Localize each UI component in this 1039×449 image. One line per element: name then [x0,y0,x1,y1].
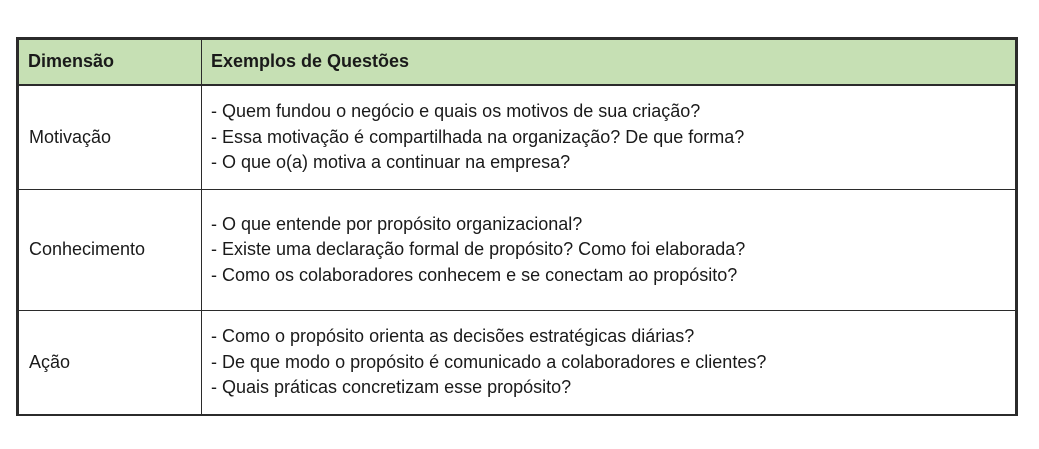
question-line: - Quais práticas concretizam esse propósito? [211,377,572,398]
question-line: - Essa motivação é compartilhada na organização? De que forma? [211,126,745,147]
questions-cell [202,311,1016,415]
questions-cell [202,85,1016,190]
table-row [19,190,1016,311]
table-row [19,85,1016,190]
header-example-questions: Exemplos de Questões [202,40,1016,85]
header-dimension: Dimensão [19,40,202,85]
question-line: - Como o propósito orienta as decisões estratégicas diárias? [211,326,695,347]
table-row [19,311,1016,415]
dimension-cell: Conhecimento [19,190,202,311]
table-header-row [19,40,1016,85]
question-line: - Como os colaboradores conhecem e se conectam ao propósito? [211,264,738,285]
question-line: - O que o(a) motiva a continuar na empresa? [211,152,571,172]
dimension-cell: Ação [19,311,202,415]
question-line: - Quem fundou o negócio e quais os motivos de sua criação? [211,101,701,121]
dimension-cell: Motivação [19,85,202,190]
question-line: - De que modo o propósito é comunicado a colaboradores e clientes? [211,351,767,372]
questions-table-container [16,37,1018,416]
question-line: - O que entende por propósito organizacional? [211,213,583,234]
question-line: - Existe uma declaração formal de propósito? Como foi elaborada? [211,239,746,260]
questions-table [18,39,1016,415]
questions-cell [202,190,1016,311]
